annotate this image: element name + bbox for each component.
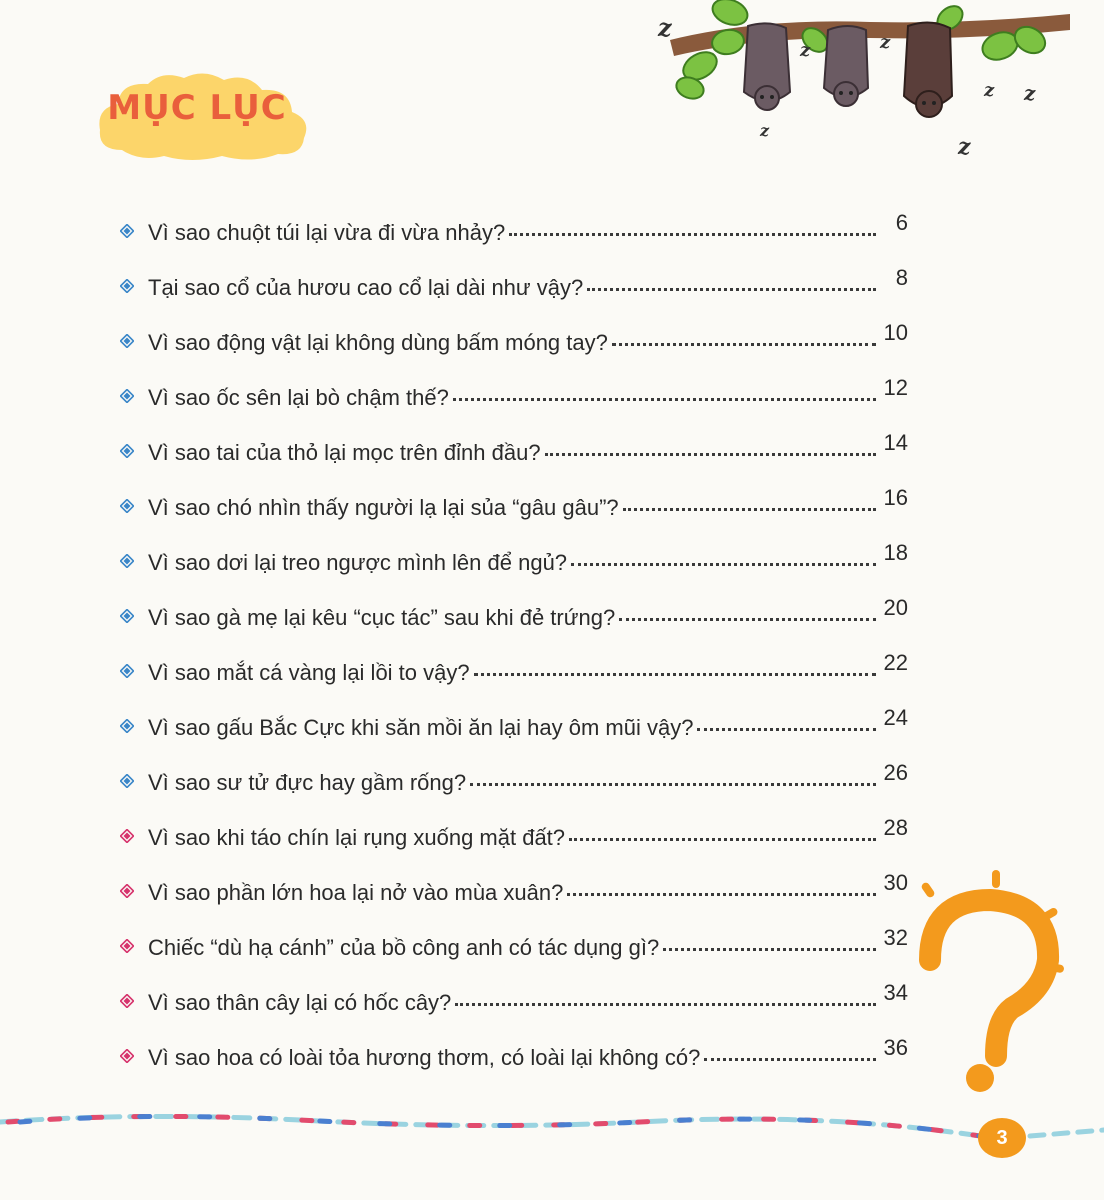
dot-leader [470, 781, 876, 786]
toc-entry [118, 640, 908, 695]
diamond-bullet-icon [120, 1049, 134, 1063]
toc-entry [118, 310, 908, 365]
footer-dashed-line [0, 1100, 1104, 1160]
svg-text:z: z [800, 40, 811, 61]
toc-page-number: 10 [883, 320, 908, 345]
toc-question: Vì sao sư tử đực hay gầm rống? [148, 770, 467, 795]
toc-question: Vì sao dơi lại treo ngược mình lên để ngủ? [148, 550, 568, 575]
toc-entry [118, 695, 908, 750]
toc-entry [118, 915, 908, 970]
toc-entry [118, 420, 908, 475]
diamond-bullet-icon [120, 774, 134, 788]
toc-entry [118, 585, 908, 640]
toc-question: Vì sao thân cây lại có hốc cây? [148, 990, 452, 1015]
toc-question: Vì sao chó nhìn thấy người lạ lại sủa “gâu gâu”? [148, 495, 619, 520]
diamond-bullet-icon [120, 444, 134, 458]
svg-text:z: z [880, 32, 891, 53]
toc-question: Vì sao gấu Bắc Cực khi săn mồi ăn lại hay ôm mũi vậy? [148, 715, 694, 740]
toc-entry-line [148, 760, 908, 796]
dot-leader [453, 396, 876, 401]
toc-page-number: 30 [883, 870, 908, 895]
toc-question: Vì sao mắt cá vàng lại lồi to vậy? [148, 660, 470, 685]
toc-entry [118, 200, 908, 255]
svg-text:z: z [984, 80, 995, 101]
toc-page-number: 34 [883, 980, 908, 1005]
toc-entry [118, 365, 908, 420]
svg-text:z: z [1024, 81, 1036, 105]
diamond-bullet-icon [120, 939, 134, 953]
toc-entry-line [148, 925, 908, 961]
dot-leader [663, 946, 876, 951]
toc-page-number: 26 [883, 760, 908, 785]
title-cloud [92, 70, 314, 162]
table-of-contents [118, 200, 908, 1080]
bats-branch-illustration [640, 0, 1070, 170]
dot-leader [623, 506, 876, 511]
svg-text:z: z [760, 121, 770, 140]
diamond-bullet-icon [120, 224, 134, 238]
toc-entry-line [148, 815, 908, 851]
diamond-bullet-icon [120, 719, 134, 733]
toc-page-number: 36 [883, 1035, 908, 1060]
toc-entry-line [148, 980, 908, 1016]
diamond-bullet-icon [120, 609, 134, 623]
dot-leader [545, 451, 876, 456]
toc-entry [118, 750, 908, 805]
toc-entry [118, 1025, 908, 1080]
dot-leader [704, 1056, 876, 1061]
toc-page-number: 14 [883, 430, 908, 455]
toc-entry [118, 255, 908, 310]
toc-question: Vì sao tai của thỏ lại mọc trên đỉnh đầu? [148, 440, 541, 465]
bat-icon [824, 26, 868, 106]
dot-leader [612, 341, 876, 346]
toc-entry-line [148, 595, 908, 631]
dot-leader [587, 286, 876, 291]
toc-question: Vì sao khi táo chín lại rụng xuống mặt đất? [148, 825, 566, 850]
toc-entry-line [148, 650, 908, 686]
svg-text:z: z [958, 134, 971, 160]
diamond-bullet-icon [120, 334, 134, 348]
toc-entry-line [148, 430, 908, 466]
page-number-badge: 3 [978, 1118, 1026, 1158]
toc-question: Vì sao gà mẹ lại kêu “cục tác” sau khi đẻ trứng? [148, 605, 616, 630]
diamond-bullet-icon [120, 499, 134, 513]
toc-entry-line [148, 870, 908, 906]
toc-page-number: 24 [883, 705, 908, 730]
toc-question: Chiếc “dù hạ cánh” của bồ công anh có tác dụng gì? [148, 935, 660, 960]
bat-icon [904, 22, 952, 117]
toc-page-number: 12 [883, 375, 908, 400]
toc-entry [118, 860, 908, 915]
toc-entry-line [148, 1035, 908, 1071]
svg-text:z: z [658, 13, 672, 42]
toc-page-number: 16 [883, 485, 908, 510]
toc-page-number: 22 [883, 650, 908, 675]
toc-entry [118, 530, 908, 585]
toc-question: Vì sao phần lớn hoa lại nở vào mùa xuân? [148, 880, 564, 905]
bat-icon [744, 23, 790, 110]
toc-entry-line [148, 375, 908, 411]
question-mark-icon [900, 860, 1080, 1100]
toc-entry [118, 475, 908, 530]
toc-question: Tại sao cổ của hươu cao cổ lại dài như vậy? [148, 275, 584, 300]
toc-question: Vì sao chuột túi lại vừa đi vừa nhảy? [148, 220, 506, 245]
toc-entry-line [148, 540, 908, 576]
diamond-bullet-icon [120, 884, 134, 898]
toc-entry-line [148, 265, 908, 301]
toc-question: Vì sao động vật lại không dùng bấm móng tay? [148, 330, 608, 355]
diamond-bullet-icon [120, 664, 134, 678]
toc-page-number: 32 [883, 925, 908, 950]
dot-leader [569, 836, 876, 841]
diamond-bullet-icon [120, 829, 134, 843]
dot-leader [619, 616, 876, 621]
toc-page-number: 6 [895, 210, 908, 235]
dot-leader [567, 891, 876, 896]
toc-page-number: 18 [883, 540, 908, 565]
toc-entry-line [148, 320, 908, 356]
toc-page-number: 20 [883, 595, 908, 620]
dot-leader [697, 726, 876, 731]
diamond-bullet-icon [120, 389, 134, 403]
toc-question: Vì sao hoa có loài tỏa hương thơm, có loài lại không có? [148, 1045, 701, 1070]
toc-entry [118, 970, 908, 1025]
toc-entry-line [148, 705, 908, 741]
dot-leader [455, 1001, 876, 1006]
page-title: MỤC LỤC [107, 88, 287, 128]
toc-entry [118, 805, 908, 860]
diamond-bullet-icon [120, 279, 134, 293]
toc-page-number: 8 [895, 265, 908, 290]
toc-entry-line [148, 210, 908, 246]
diamond-bullet-icon [120, 994, 134, 1008]
dot-leader [509, 231, 876, 236]
dot-leader [571, 561, 876, 566]
toc-page-number: 28 [883, 815, 908, 840]
dot-leader [474, 671, 876, 676]
toc-question: Vì sao ốc sên lại bò chậm thế? [148, 385, 449, 410]
diamond-bullet-icon [120, 554, 134, 568]
toc-entry-line [148, 485, 908, 521]
